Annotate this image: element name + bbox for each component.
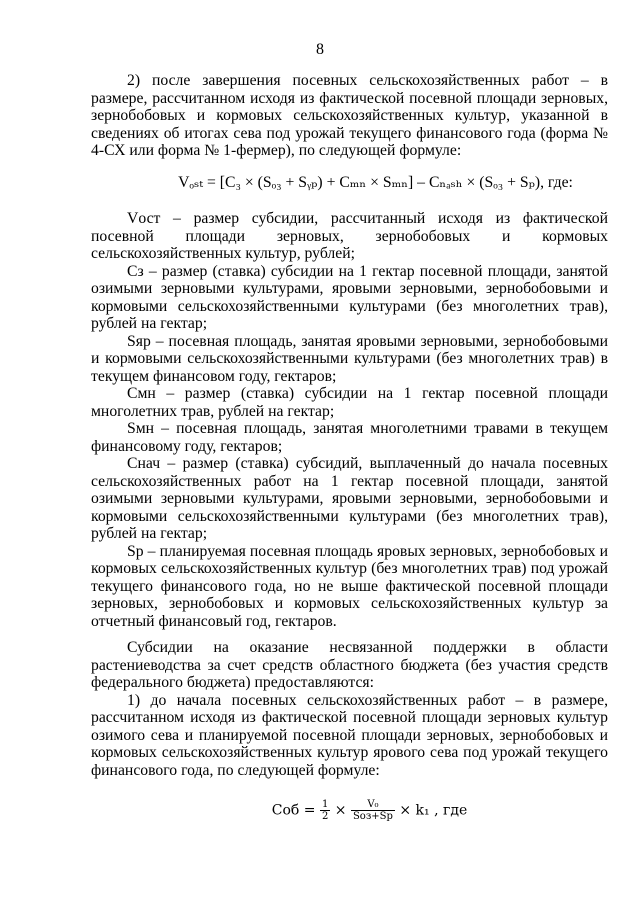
- half-numerator: 1: [321, 799, 329, 810]
- formula-c-ob-suffix: , где: [429, 802, 468, 819]
- page-number: 8: [316, 41, 324, 58]
- document-body: [91, 72, 608, 822]
- formula-half-fraction: [320, 799, 330, 822]
- main-numerator: V₀: [351, 799, 395, 811]
- definition-c-mn: Cмн – размер (ставка) субсидии на 1 гектар посевной площади многолетних трав, рублей на гектар;: [91, 385, 608, 420]
- definition-c-z: Cз – размер (ставка) субсидии на 1 гектар посевной площади, занятой озимыми зерновыми культурами, яровыми зерновыми, зернобобовыми и кормовыми сельскохозяйственными культурами (без многолетних трав), рублей на гектар;: [91, 262, 608, 332]
- item-2-paragraph: 2) после завершения посевных сельскохозяйственных работ – в размере, рассчитанном исходя из фактической посевной площади зерновых, зернобобовых и кормовых сельскохозяйственных культур, указанной в сведениях об итогах сева под урожай текущего финансового года (форма № 4-СХ или форма № 1-фермер), по следующей формуле:: [91, 72, 608, 159]
- formula-c-ob: [91, 799, 608, 822]
- formula-times-1: ×: [330, 802, 351, 819]
- definition-s-r: Sр – планируемая посевная площадь яровых зерновых, зернобобовых и кормовых сельскохозяйственных культур (без многолетних трав) под урожай текущего финансового года, но не выше фактической посевной площади зерновых, зернобобовых и кормовых сельскохозяйственных культур за отчетный финансовый год, гектаров.: [91, 542, 608, 630]
- definition-v-ost: Vост – размер субсидии, рассчитанный исходя из фактической посевной площади зерновых, зернобобовых и кормовых сельскохозяйственных культур, рублей;: [91, 210, 608, 262]
- definition-s-mn: Sмн – посевная площадь, занятая многолетними травами в текущем финансовому году, гектаров;: [91, 420, 608, 455]
- half-denominator: 2: [321, 811, 329, 822]
- formula-main-fraction: [351, 799, 395, 822]
- formula-c-ob-lhs: Cоб =: [271, 802, 320, 819]
- formula-times-2: × k₁: [394, 802, 430, 819]
- item-1-paragraph: 1) до начала посевных сельскохозяйственных работ – в размере, рассчитанном исходя из фактической посевной площади зерновых культур озимого сева и планируемой посевной площади зерновых, зернобобовых и кормовых сельскохозяйственных культур ярового сева под урожай текущего финансового года, по следующей формуле:: [91, 691, 608, 779]
- definition-c-nach: Cнач – размер (ставка) субсидий, выплаченный до начала посевных сельскохозяйственных работ на 1 гектар посевной площади, занятой озимыми зерновыми культурами, яровыми зерновыми, зернобобовыми и кормовыми сельскохозяйственными культурами (без многолетних трав), рублей на гектар;: [91, 455, 608, 542]
- subsidies-paragraph: Субсидии на оказание несвязанной поддержки в области растениеводства за счет средств областного бюджета (без участия средств федерального бюджета) предоставляются:: [91, 639, 608, 691]
- main-denominator: Sоз+Sр: [352, 811, 393, 822]
- paragraph-gap: [91, 630, 608, 639]
- definition-s-yar: Sяр – посевная площадь, занятая яровыми зерновыми, зернобобовыми и кормовыми сельскохозяйственными культурами (без многолетних трав) в текущем финансовом году, гектаров;: [91, 332, 608, 385]
- formula-v-ost: Vₒₛₜ = [C₃ × (Sₒ₃ + Sᵧₚ) + Cₘₙ × Sₘₙ] – Cₙₐₛₕ × (Sₒ₃ + Sₚ), где:: [178, 173, 573, 191]
